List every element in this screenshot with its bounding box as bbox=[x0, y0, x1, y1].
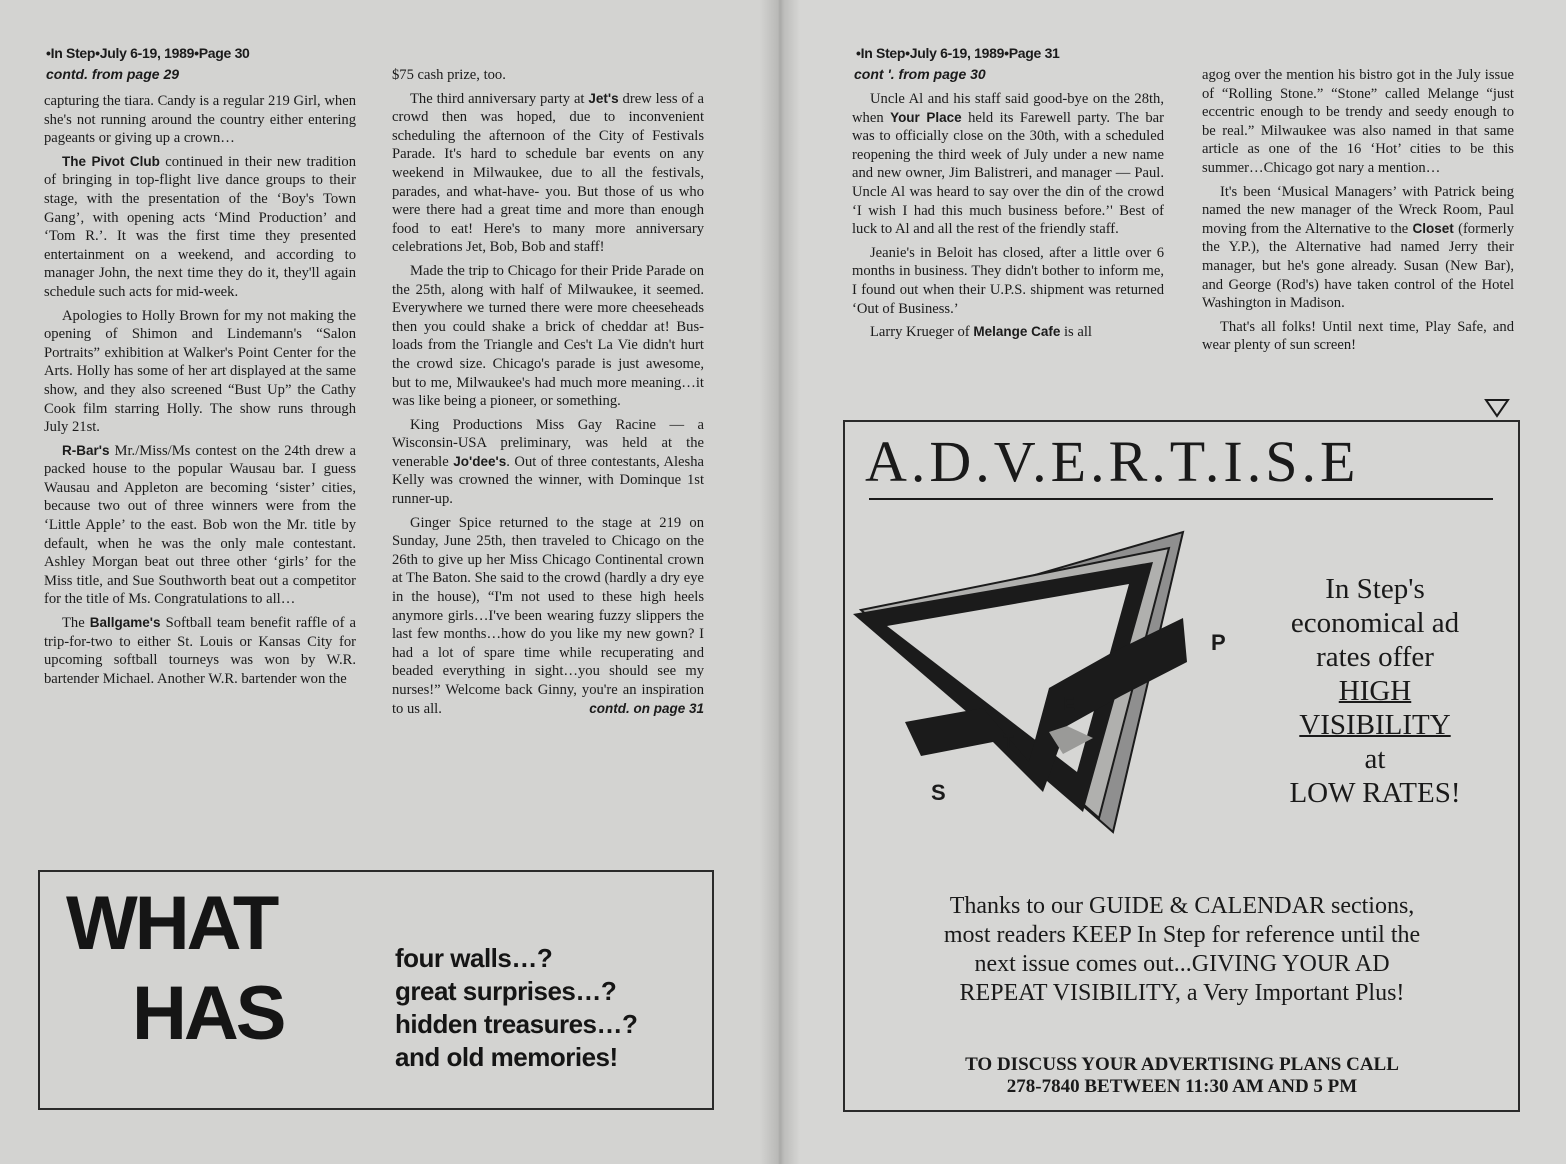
thanks-line: next issue comes out...GIVING YOUR AD bbox=[974, 951, 1390, 977]
logo-letter-s: S bbox=[931, 780, 946, 805]
paragraph: Made the trip to Chicago for their Pride Parade on the 25th, along with half of Milwaukee, it seemed. Everywhere we turned there were more cheeseheads then you could shake a brick of cheddar at! Bus- loads from the Triangle and Ces't La Vie didn't hurt the crowd size. Chicago's parade is just awesome, but to me, Milwaukee's had much more meaning…it was like being a pioneer, or something. bbox=[392, 262, 704, 410]
contd-from-left: contd. from page 29 bbox=[46, 66, 180, 82]
pitch-line: at bbox=[1364, 743, 1386, 775]
pitch-line: economical ad bbox=[1290, 607, 1460, 639]
pitch-line-underlined: HIGH bbox=[1338, 675, 1412, 707]
running-head-right: •In Step•July 6-19, 1989•Page 31 bbox=[856, 45, 1060, 61]
ad-rates-pitch bbox=[1245, 572, 1505, 810]
logo-letter-t: T bbox=[1003, 732, 1014, 752]
page-gutter bbox=[760, 0, 800, 1164]
advertise-ad bbox=[843, 420, 1520, 1112]
ad-thanks-text bbox=[855, 892, 1509, 1008]
what-has-questions bbox=[395, 942, 637, 1074]
paragraph: Ginger Spice returned to the stage at 219 on Sunday, June 25th, then traveled to Chicago on the 26th to give up her Miss Chicago Continental crown at The Baton. She said to the crowd (hardly a dry eye in the house), “I'm not used to these high heels anymore girls…I've been wearing fuzzy slippers the last few months…how do you like my new gown? I had a lot of spare time while recuperating and beaded everything in sight…you should see my nurses!” Welcome back Ginny, you're an inspiration to us all. contd. on page 31 bbox=[392, 514, 704, 717]
logo-letter-p: P bbox=[1211, 630, 1226, 655]
paragraph: Larry Krueger of Melange Cafe is all bbox=[870, 324, 1092, 341]
paragraph: The Pivot Club continued in their new tradition of bringing in top-flight live dance groups to their stage, with the presentation of the ‘Boy's Town Gang’, with opening acts ‘Mind Production’ and ‘Tom R.’. It was the first time they presented entertainment on a weekend, and according to manager John, the next time they do it, they'll again schedule such acts for mid-week. bbox=[44, 153, 356, 300]
paragraph: agog over the mention his bistro got in the July issue of “Rolling Stone.” “Stone” called Melange “just eccentric enough to be trendy and seedy enough to be real.” Milwaukee was also named in that same article as one of the 16 ‘Hot’ cities to be this summer…Chicago got nary a mention… bbox=[1202, 67, 1514, 176]
question-line: and old memories! bbox=[395, 1042, 618, 1072]
paragraph: $75 cash prize, too. bbox=[392, 67, 506, 83]
pitch-line: LOW RATES! bbox=[1289, 777, 1461, 809]
question-line: four walls…? bbox=[395, 943, 553, 973]
left-column-2 bbox=[392, 66, 704, 723]
in-step-logo bbox=[853, 522, 1243, 852]
contd-from-right: cont '. from page 30 bbox=[854, 66, 986, 82]
pitch-line: rates offer bbox=[1316, 641, 1434, 673]
question-line: great surprises…? bbox=[395, 976, 617, 1006]
pitch-line-underlined: VISIBILITY bbox=[1299, 709, 1451, 741]
title-rule bbox=[869, 498, 1493, 500]
ad-contact-text bbox=[855, 1054, 1509, 1098]
paragraph: R-Bar's Mr./Miss/Ms contest on the 24th drew a packed house to the popular Wausau bar. I guess Wausau and Appleton are becoming ‘sister’ cities, because two out of three winners were from the ‘Little Apple’ to the east. Bob won the Mr. title by default, when he was the only male contestant. Ashley Morgan beat out three other ‘girls’ for the Miss title, and Sue Southworth beat out a competitor for the title of Ms. Congratulations to all… bbox=[44, 442, 356, 608]
contd-on-next-page: contd. on page 31 bbox=[589, 700, 704, 716]
running-head-left: •In Step•July 6-19, 1989•Page 30 bbox=[46, 45, 250, 61]
paragraph: It's been ‘Musical Managers’ with Patrick being named the new manager of the Wreck Room, Paul moving from the Alternative to the Closet (formerly the Y.P.), the Alternative had named Jerry their manager, but he's gone already. Susan (New Bar), and George (Rod's) have taken control of the Hotel Washington in Madison. bbox=[1202, 183, 1514, 312]
paragraph: Apologies to Holly Brown for my not making the opening of Shimon and Lindemann's “Salon Portraits” exhibition at Walker's Point Center for the Arts. Holly has some of her art displayed at the same show, and they also screened “Bust Up” the Cathy Cook film starring Holly. The show runs through July 21st. bbox=[44, 307, 356, 436]
paragraph: Jeanie's in Beloit has closed, after a little over 6 months in business. They didn't bother to inform me, I found out when their U.P.S. shipment was returned ‘Out of Business.’ bbox=[852, 244, 1164, 317]
advertise-title: A.D.V.E.R.T.I.S.E bbox=[865, 429, 1360, 494]
end-mark-triangle-icon bbox=[1484, 398, 1510, 418]
right-column-1 bbox=[852, 90, 1164, 347]
thanks-line: REPEAT VISIBILITY, a Very Important Plus! bbox=[959, 980, 1405, 1006]
logo-letter-e: E bbox=[1063, 694, 1076, 714]
thanks-line: most readers KEEP In Step for reference until the bbox=[943, 922, 1421, 948]
pitch-line: In Step's bbox=[1325, 573, 1425, 605]
right-column-2 bbox=[1202, 66, 1514, 360]
left-column-1 bbox=[44, 92, 356, 693]
what-has-line-2: HAS bbox=[132, 971, 284, 1056]
question-line: hidden treasures…? bbox=[395, 1009, 638, 1039]
thanks-line: Thanks to our GUIDE & CALENDAR sections, bbox=[949, 893, 1415, 919]
paragraph: The third anniversary party at Jet's drew less of a crowd then was hoped, due to inconvenient scheduling the afternoon of the City of Festivals Parade. It's hard to schedule bar events on any weekend in Milwaukee, due to all the festivals, parades, and what-have- you. But those of us who were there had a great time and more than enough food to eat! Here's to many more anniversary celebrations Jet, Bob, Bob and staff! bbox=[392, 90, 704, 256]
paragraph: capturing the tiara. Candy is a regular 219 Girl, when she's not running around the country either entering pageants or giving up a crown… bbox=[44, 93, 356, 147]
contact-line: TO DISCUSS YOUR ADVERTISING PLANS CALL bbox=[965, 1054, 1399, 1075]
paragraph: That's all folks! Until next time, Play Safe, and wear plenty of sun screen! bbox=[1202, 318, 1514, 354]
what-has-line-1: WHAT bbox=[66, 881, 277, 966]
what-has-ad bbox=[38, 870, 714, 1110]
contact-phone-line: 278-7840 BETWEEN 11:30 AM AND 5 PM bbox=[1006, 1076, 1358, 1097]
paragraph: The Ballgame's Softball team benefit raffle of a trip-for-two to either St. Louis or Kansas City for upcoming softball tourneys was won by W.R. bartender Michael. Another W.R. bartender won the bbox=[44, 615, 356, 687]
paragraph: King Productions Miss Gay Racine — a Wisconsin-USA preliminary, was held at the venerable Jo'dee's. Out of three contestants, Alesha Kelly was crowned the winner, with Dominque 1st runner-up. bbox=[392, 416, 704, 508]
paragraph: Uncle Al and his staff said good-bye on the 28th, when Your Place held its Farewell party. The bar was to officially close on the 30th, with a scheduled reopening the third week of July under a new name and new owner, Jim Balistreri, and manager — Paul. Uncle Al was heard to say over the din of the crowd ‘I wish I had this much business before.’' Best of luck to Al and all the rest of the friendly staff. bbox=[852, 91, 1165, 238]
